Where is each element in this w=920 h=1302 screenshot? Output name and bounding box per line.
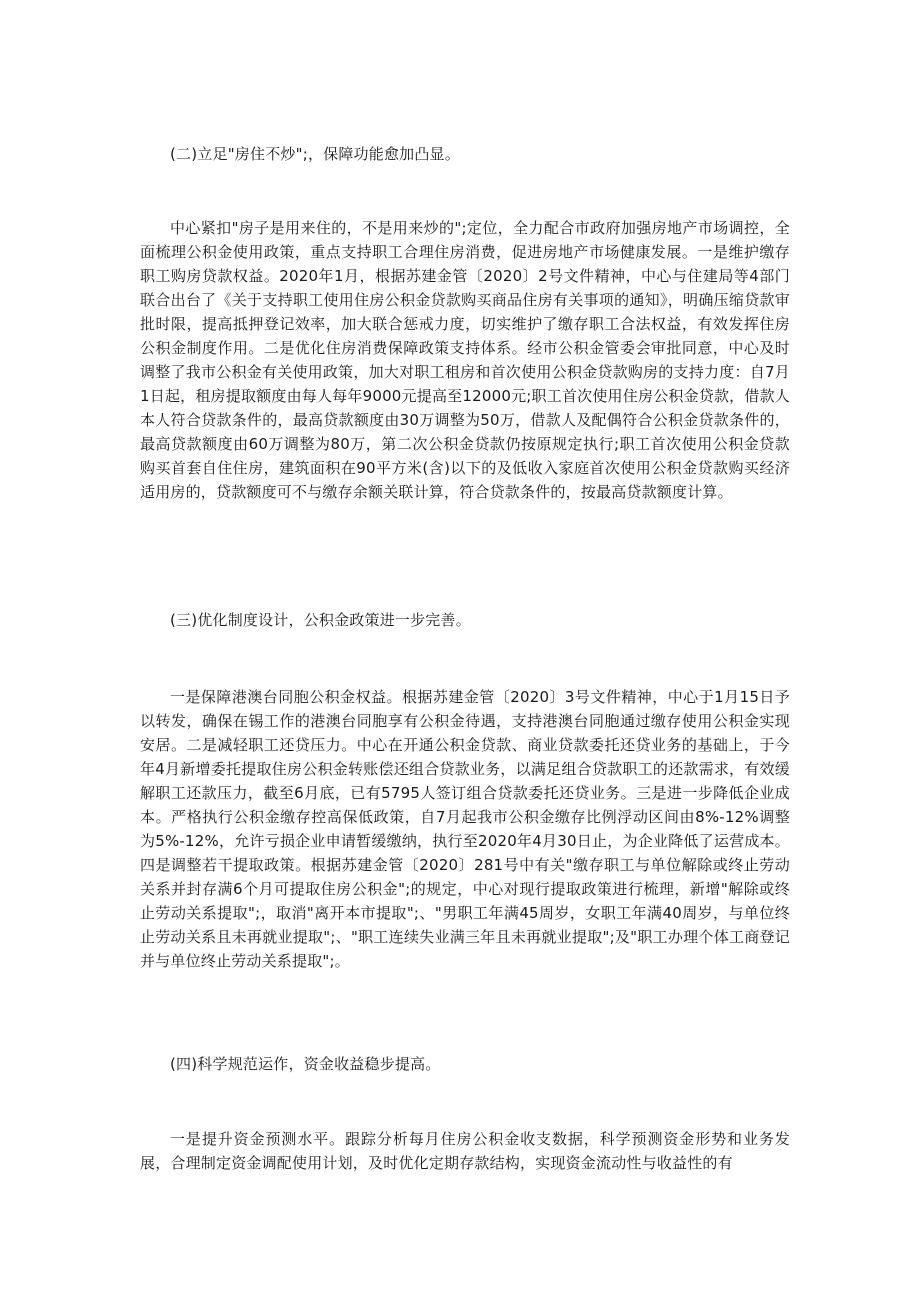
section-heading-4: (四)科学规范运作，资金收益稳步提高。: [170, 1055, 441, 1073]
section-heading-2: (二)立足"房住不炒";，保障功能愈加凸显。: [170, 145, 460, 163]
body-paragraph-1: 中心紧扣"房子是用来住的，不是用来炒的";定位，全力配合市政府加强房地产市场调控，全面梳理公积金使用政策，重点支持职工合理住房消费，促进房地产市场健康发展。一是维护缴存职工购房贷款权益。2020年1月，根据苏建金管〔2020〕2号文件精神，中心与住建局等4部门联合出台了《关于支持职工使用住房公积金贷款购买商品住房有关事项的通知》，明确压缩贷款审批时限，提高抵押登记效率，加大联合惩戒力度，切实维护了缴存职工合法权益，有效发挥住房公积金制度作用。二是优化住房消费保障政策支持体系。经市公积金管委会审批同意，中心及时调整了我市公积金有关使用政策，加大对职工租房和首次使用公积金贷款购房的支持力度：自7月1日起，租房提取额度由每人每年9000元提高至12000元;职工首次使用住房公积金贷款，借款人本人符合贷款条件的，最高贷款额度由30万调整为50万，借款人及配偶符合公积金贷款条件的，最高贷款额度由60万调整为80万，第二次公积金贷款仍按原规定执行;职工首次使用公积金贷款购买首套自住住房，建筑面积在90平方米(含)以下的及低收入家庭首次使用公积金贷款购买经济适用房的，贷款额度可不与缴存余额关联计算，符合贷款条件的，按最高贷款额度计算。: [140, 219, 790, 501]
section-heading-3: (三)优化制度设计，公积金政策进一步完善。: [170, 611, 471, 629]
body-paragraph-3: 一是提升资金预测水平。跟踪分析每月住房公积金收支数据，科学预测资金形势和业务发展，合理制定资金调配使用计划，及时优化定期存款结构，实现资金流动性与收益性的有: [140, 1130, 790, 1172]
body-paragraph-2: 一是保障港澳台同胞公积金权益。根据苏建金管〔2020〕3号文件精神，中心于1月15日予以转发，确保在锡工作的港澳台同胞享有公积金待遇，支持港澳台同胞通过缴存使用公积金实现安居。二是减轻职工还贷压力。中心在开通公积金贷款、商业贷款委托还贷业务的基础上，于今年4月新增委托提取住房公积金转账偿还组合贷款业务，以满足组合贷款职工的还款需求，有效缓解职工还款压力，截至6月底，已有5795人签订组合贷款委托还贷业务。三是进一步降低企业成本。严格执行公积金缴存控高保低政策，自7月起我市公积金缴存比例浮动区间由8%-12%调整为5%-12%，允许亏损企业申请暂缓缴纳，执行至2020年4月30日止，为企业降低了运营成本。四是调整若干提取政策。根据苏建金管〔2020〕281号中有关"缴存职工与单位解除或终止劳动关系并封存满6个月可提取住房公积金";的规定，中心对现行提取政策进行梳理，新增"解除或终止劳动关系提取";，取消"离开本市提取";、"男职工年满45周岁，女职工年满40周岁，与单位终止劳动关系且未再就业提取";、"职工连续失业满三年且未再就业提取";及"职工办理个体工商登记并与单位终止劳动关系提取";。: [140, 688, 790, 970]
